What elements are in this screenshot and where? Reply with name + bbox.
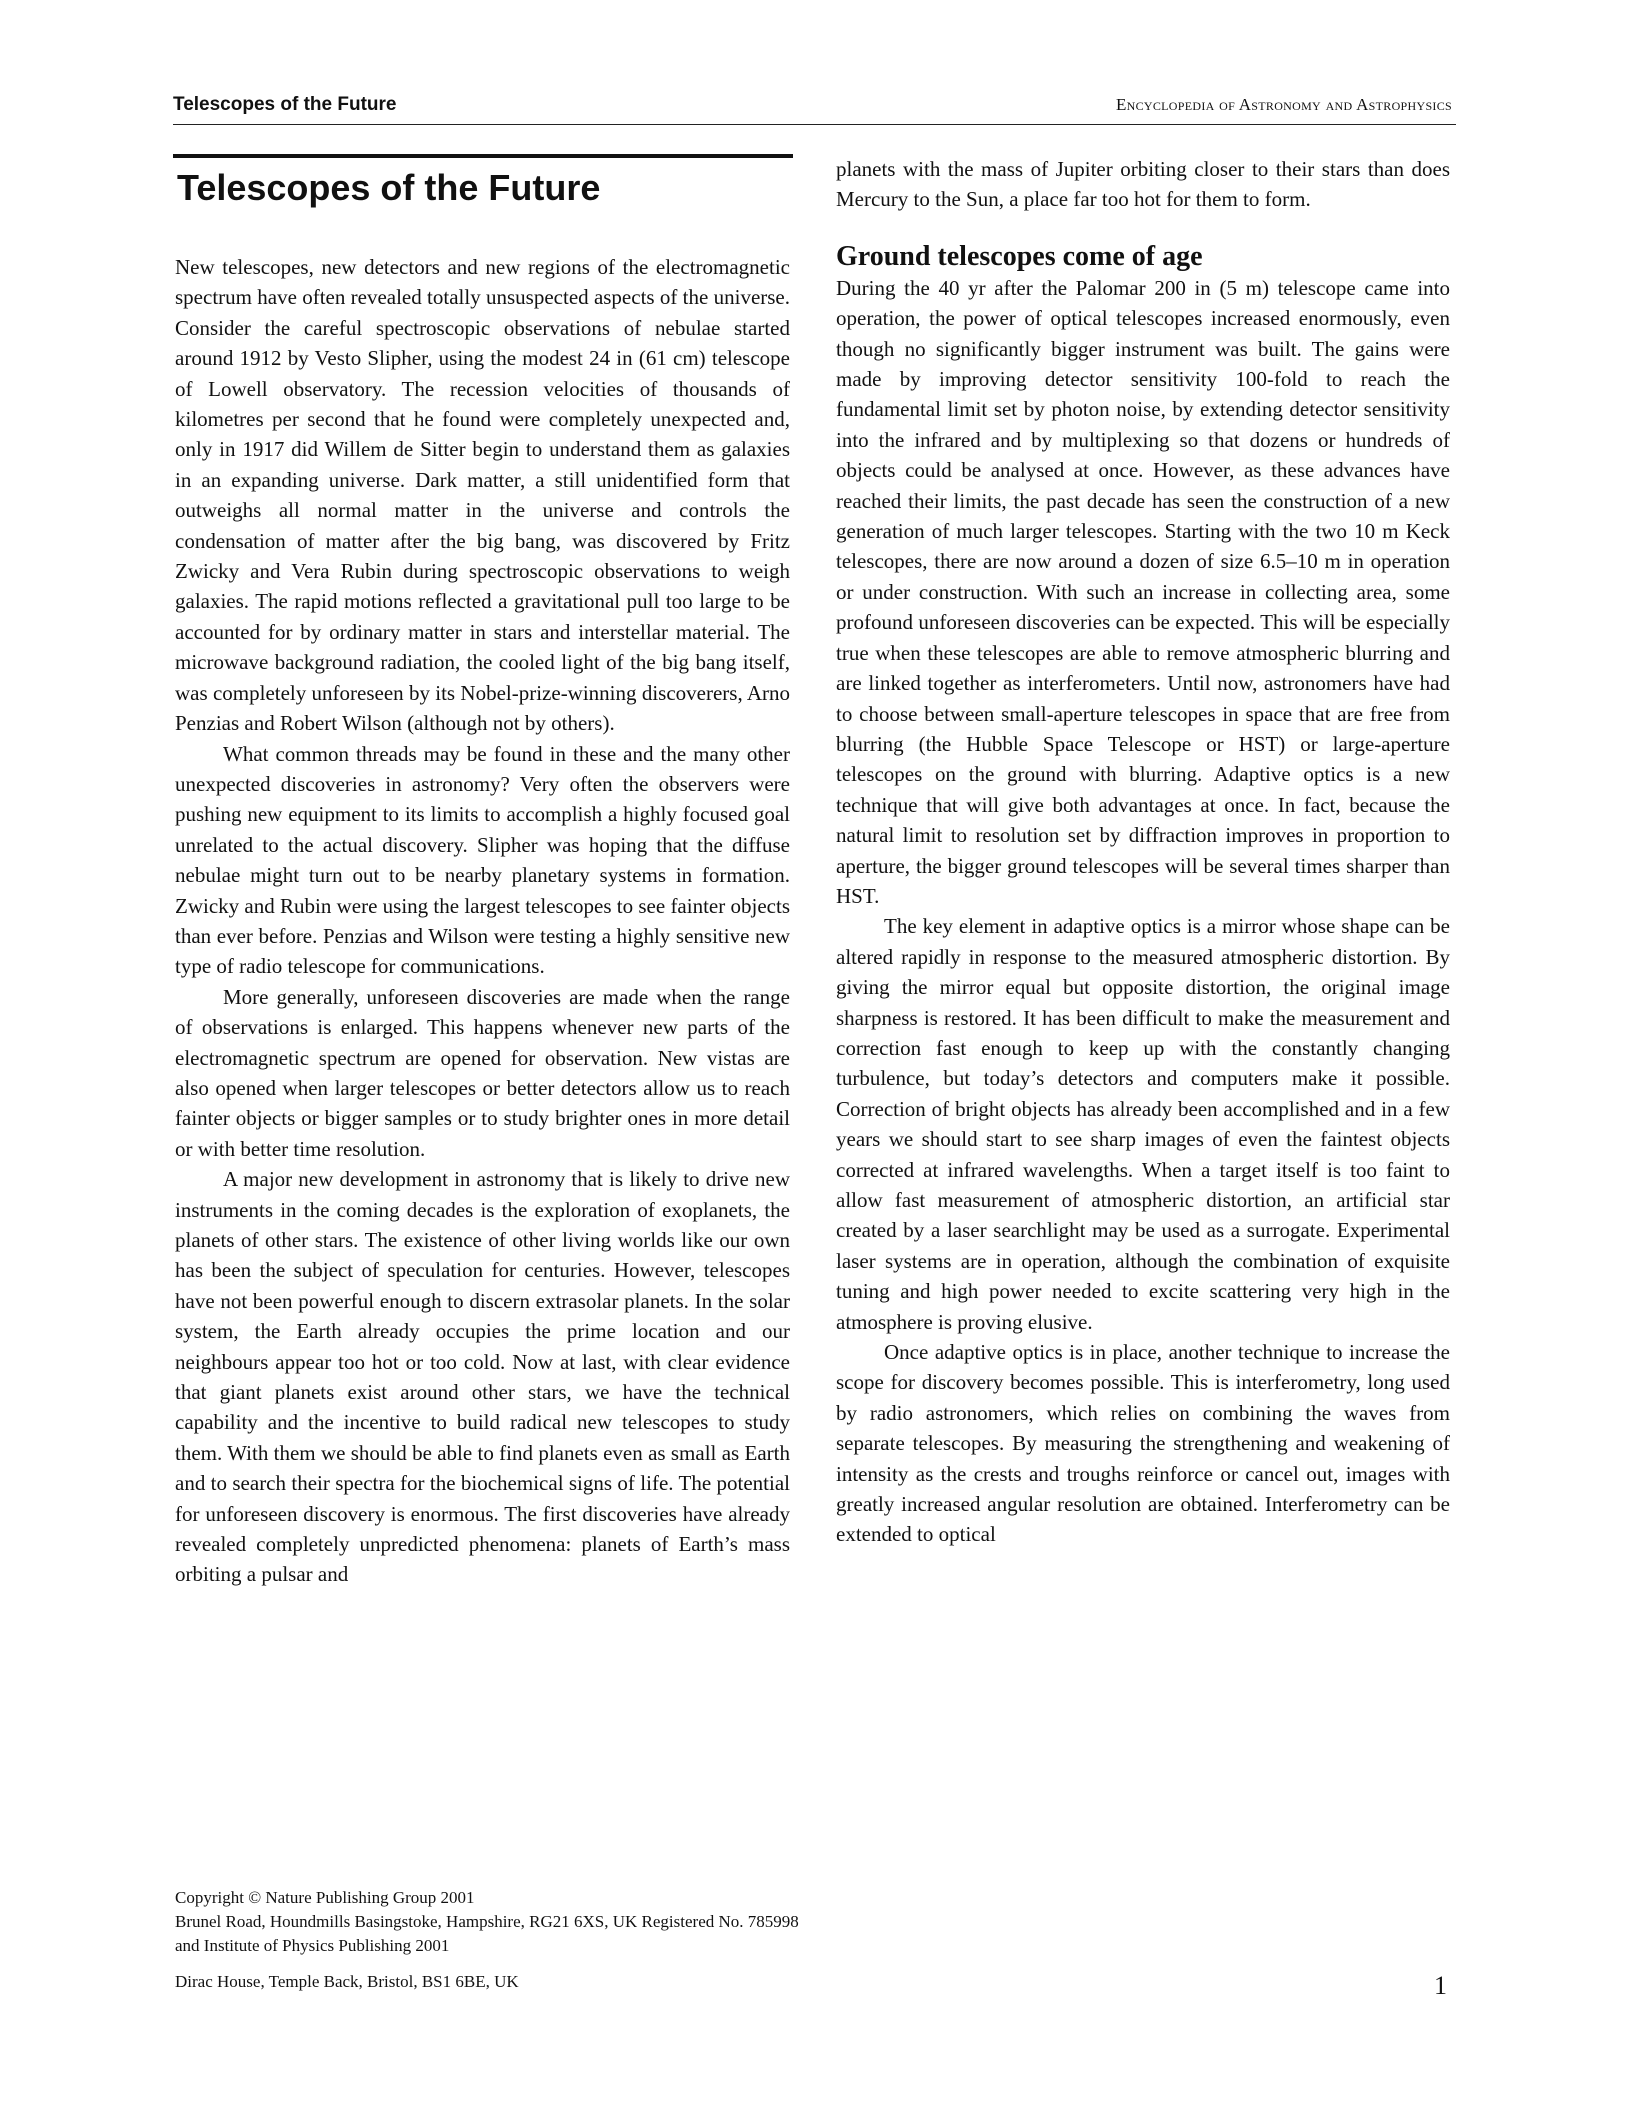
- paragraph: More generally, unforeseen discoveries are made when the range of observations is enlarged. This happens whenever new parts of the electromagnetic spectrum are opened for observation. New vistas are also opened when larger telescopes or better detectors allow us to reach fainter objects or bigger samples or to study brighter ones in more detail or with better time resolution.: [175, 984, 790, 1161]
- right-column: [836, 154, 1450, 1550]
- address-line: Dirac House, Temple Back, Bristol, BS1 6BE, UK: [175, 1972, 519, 1991]
- paragraph: What common threads may be found in these and the many other unexpected discoveries in astronomy? Very often the observers were pushing new equipment to its limits to accomplish a highly focused goal unrelated to the actual discovery. Slipher was hoping that the diffuse nebulae might turn out to be nearby planetary systems in formation. Zwicky and Rubin were using the largest telescopes to see fainter objects than ever before. Penzias and Wilson were testing a highly sensitive new type of radio telescope for communications.: [175, 741, 790, 979]
- paragraph: During the 40 yr after the Palomar 200 in (5 m) telescope came into operation, the power of optical telescopes increased enormously, even though no significantly bigger instrument was built. The gains were made by improving detector sensitivity 100-fold to reach the fundamental limit set by photon noise, by extending detector sensitivity into the infrared and by multiplexing so that dozens or hundreds of objects could be analysed at once. However, as these advances have reached their limits, the past decade has seen the construction of a new generation of much larger telescopes. Starting with the two 10 m Keck telescopes, there are now around a dozen of size 6.5–10 m in operation or under construction. With such an increase in collecting area, some profound unforeseen discoveries can be expected. This will be especially true when these telescopes are able to remove atmospheric blurring and are linked together as interferometers. Until now, astronomers have had to choose between small-aperture telescopes in space that are free from blurring (the Hubble Space Telescope or HST) or large-aperture telescopes on the ground with blurring. Adaptive optics is a new technique that will give both advantages at once. In fact, because the natural limit to resolution set by diffraction improves in proportion to aperture, the bigger ground telescopes will be several times sharper than HST.: [836, 275, 1450, 908]
- copyright-line: Copyright © Nature Publishing Group 2001: [175, 1888, 475, 1907]
- left-column: [175, 154, 790, 1590]
- paragraph: Once adaptive optics is in place, another technique to increase the scope for discovery becomes possible. This is interferometry, long used by radio astronomers, which relies on combining the waves from separate telescopes. By measuring the strengthening and weakening of intensity as the crests and troughs reinforce or cancel out, images with greatly increased angular resolution are obtained. Interferometry can be extended to optical: [836, 1340, 1450, 1547]
- copyright-line: and Institute of Physics Publishing 2001: [175, 1936, 450, 1955]
- running-header: [173, 92, 1456, 125]
- paragraph: New telescopes, new detectors and new regions of the electromagnetic spectrum have often revealed totally unsuspected aspects of the universe. Consider the careful spectroscopic observations of nebulae started around 1912 by Vesto Slipher, using the modest 24 in (61 cm) telescope of Lowell observatory. The recession velocities of thousands of kilometres per second that he found were completely unexpected and, only in 1917 did Willem de Sitter begin to understand them as galaxies in an expanding universe. Dark matter, a still unidentified form that outweighs all normal matter in the universe and controls the condensation of matter after the big bang, was discovered by Fritz Zwicky and Vera Rubin during spectroscopic observations to weigh galaxies. The rapid motions reflected a gravitational pull too large to be accounted for by ordinary matter in stars and interstellar material. The microwave background radiation, the cooled light of the big bang itself, was completely unforeseen by its Nobel-prize-winning discoverers, Arno Penzias and Robert Wilson (although not by others).: [175, 255, 790, 736]
- section-heading: Ground telescopes come of age: [836, 240, 1203, 272]
- page-number: 1: [1434, 1971, 1447, 2000]
- running-header-title: Telescopes of the Future: [173, 94, 397, 115]
- article-title: Telescopes of the Future: [177, 167, 601, 208]
- title-rule: [173, 154, 793, 158]
- address-line: Brunel Road, Houndmills Basingstoke, Hampshire, RG21 6XS, UK Registered No. 785998: [175, 1912, 799, 1931]
- paragraph: The key element in adaptive optics is a mirror whose shape can be altered rapidly in response to the measured atmospheric distortion. By giving the mirror equal but opposite distortion, the original image sharpness is restored. It has been difficult to make the measurement and correction fast enough to keep up with the constantly changing turbulence, but today’s detectors and computers make it possible. Correction of bright objects has already been accomplished and in a few years we should start to see sharp images of even the faintest objects corrected at infrared wavelengths. When a target itself is too faint to allow fast measurement of atmospheric distortion, an artificial star created by a laser searchlight may be used as a surrogate. Experimental laser systems are in operation, although the combination of exquisite tuning and high power needed to excite scattering very high in the atmosphere is proving elusive.: [836, 914, 1450, 1334]
- running-header-publication: Encyclopedia of Astronomy and Astrophysics: [1115, 95, 1452, 114]
- page-footer: [175, 1886, 1455, 2000]
- paragraph-continuation: planets with the mass of Jupiter orbiting closer to their stars than does Mercury to the Sun, a place far too hot for them to form.: [836, 157, 1450, 212]
- paragraph: A major new development in astronomy that is likely to drive new instruments in the coming decades is the exploration of exoplanets, the planets of other stars. The existence of other living worlds like our own has been the subject of speculation for centuries. However, telescopes have not been powerful enough to discern extrasolar planets. In the solar system, the Earth already occupies the prime location and our neighbours appear too hot or too cold. Now at last, with clear evidence that giant planets exist around other stars, we have the technical capability and the incentive to build radical new telescopes to study them. With them we should be able to find planets even as small as Earth and to search their spectra for the biochemical signs of life. The potential for unforeseen discovery is enormous. The first discoveries have already revealed completely unpredicted phenomena: planets of Earth’s mass orbiting a pulsar and: [175, 1167, 790, 1587]
